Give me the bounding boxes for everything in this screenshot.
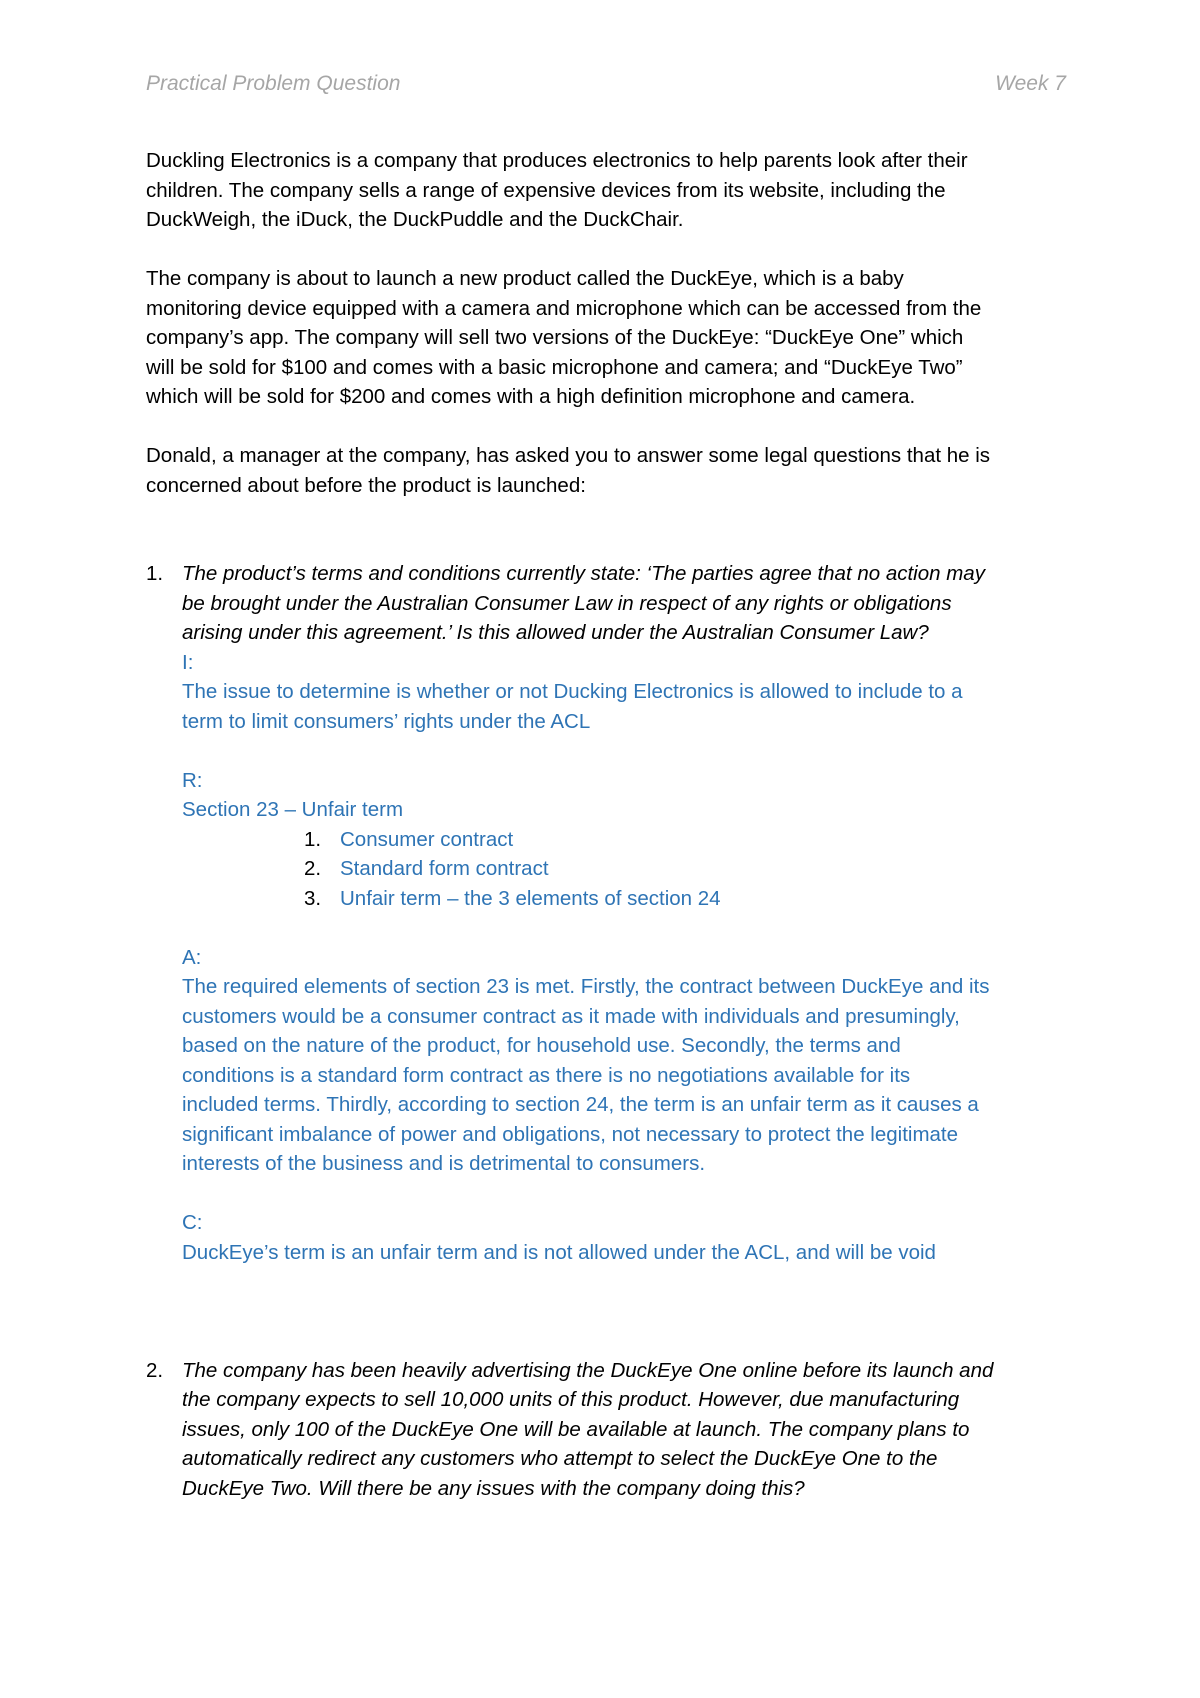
text-line: The company is about to launch a new product called the DuckEye, which is a baby — [146, 267, 904, 290]
text-line: automatically redirect any customers who attempt to select the DuckEye One to the — [182, 1447, 938, 1470]
text-line: The company has been heavily advertising the DuckEye One online before its launch and — [182, 1358, 994, 1382]
text-line: issues, only 100 of the DuckEye One will be available at launch. The company plans to — [182, 1417, 970, 1441]
text-line: term to limit consumers’ rights under the ACL — [182, 709, 591, 733]
text-line: monitoring device equipped with a camera and microphone which can be accessed from the — [146, 296, 982, 320]
text-line: company’s app. The company will sell two versions of the DuckEye: “DuckEye One” which — [146, 326, 964, 349]
text-line: Duckling Electronics is a company that produces electronics to help parents look after their — [146, 149, 968, 172]
text-line: The required elements of section 23 is met. Firstly, the contract between DuckEye and its — [182, 975, 990, 998]
list-item-text: Unfair term – the 3 elements of section 24 — [340, 886, 721, 910]
text-line: the company expects to sell 10,000 units of this product. However, due manufacturing — [182, 1388, 960, 1411]
header-week: Week 7 — [995, 72, 1066, 95]
text-line: will be sold for $100 and comes with a basic microphone and camera; and “DuckEye Two” — [146, 355, 963, 379]
list-item — [182, 825, 1066, 855]
rule-label: R: — [182, 768, 203, 792]
list-number: 3. — [304, 886, 322, 910]
question-1 — [146, 559, 1066, 648]
question-number: 2. — [146, 1358, 164, 1382]
question-number: 1. — [146, 562, 164, 585]
document-body — [146, 146, 1066, 1503]
text-line: The issue to determine is whether or not Ducking Electronics is allowed to include to a — [182, 680, 963, 703]
question-2 — [146, 1356, 1066, 1504]
text-line: included terms. Thirdly, according to section 24, the term is an unfair term as it causes a — [182, 1093, 979, 1116]
text-line: DuckWeigh, the iDuck, the DuckPuddle and the DuckChair. — [146, 208, 684, 231]
rule-heading: Section 23 – Unfair term — [182, 798, 404, 821]
intro-paragraph-1 — [146, 146, 1066, 235]
issue-text — [182, 677, 1066, 736]
conclusion-label: C: — [182, 1211, 203, 1234]
issue-label: I: — [182, 650, 194, 674]
application-label: A: — [182, 945, 202, 969]
application-text — [182, 972, 1066, 1179]
list-item — [182, 884, 1066, 914]
list-number: 1. — [304, 827, 322, 851]
rule-list — [182, 825, 1066, 914]
text-line: children. The company sells a range of expensive devices from its website, including the — [146, 178, 946, 202]
text-line: arising under this agreement.’ Is this allowed under the Australian Consumer Law? — [182, 621, 929, 644]
text-line: customers would be a consumer contract as it made with individuals and presumingly, — [182, 1004, 960, 1028]
text-line: The product’s terms and conditions currently state: ‘The parties agree that no action may — [182, 562, 985, 585]
text-line: based on the nature of the product, for household use. Secondly, the terms and — [182, 1034, 901, 1057]
list-item-text: Consumer contract — [340, 827, 514, 851]
answer-1 — [146, 648, 1066, 1268]
list-number: 2. — [304, 857, 322, 880]
text-line: interests of the business and is detrimental to consumers. — [182, 1152, 706, 1175]
header-title: Practical Problem Question — [146, 72, 401, 95]
list-item-text: Standard form contract — [340, 857, 549, 880]
page-header — [146, 72, 1066, 96]
intro-paragraph-2 — [146, 264, 1066, 412]
text-line: be brought under the Australian Consumer Law in respect of any rights or obligations — [182, 591, 952, 615]
text-line: conditions is a standard form contract as there is no negotiations available for its — [182, 1063, 911, 1087]
text-line: Donald, a manager at the company, has asked you to answer some legal questions that he is — [146, 444, 991, 467]
text-line: concerned about before the product is launched: — [146, 473, 586, 497]
text-line: which will be sold for $200 and comes with a high definition microphone and camera. — [146, 385, 916, 408]
text-line: DuckEye Two. Will there be any issues with the company doing this? — [182, 1476, 805, 1500]
conclusion-text: DuckEye’s term is an unfair term and is not allowed under the ACL, and will be void — [182, 1240, 936, 1264]
list-item — [182, 854, 1066, 884]
intro-paragraph-3 — [146, 441, 1066, 500]
text-line: significant imbalance of power and obligations, not necessary to protect the legitimate — [182, 1122, 959, 1146]
